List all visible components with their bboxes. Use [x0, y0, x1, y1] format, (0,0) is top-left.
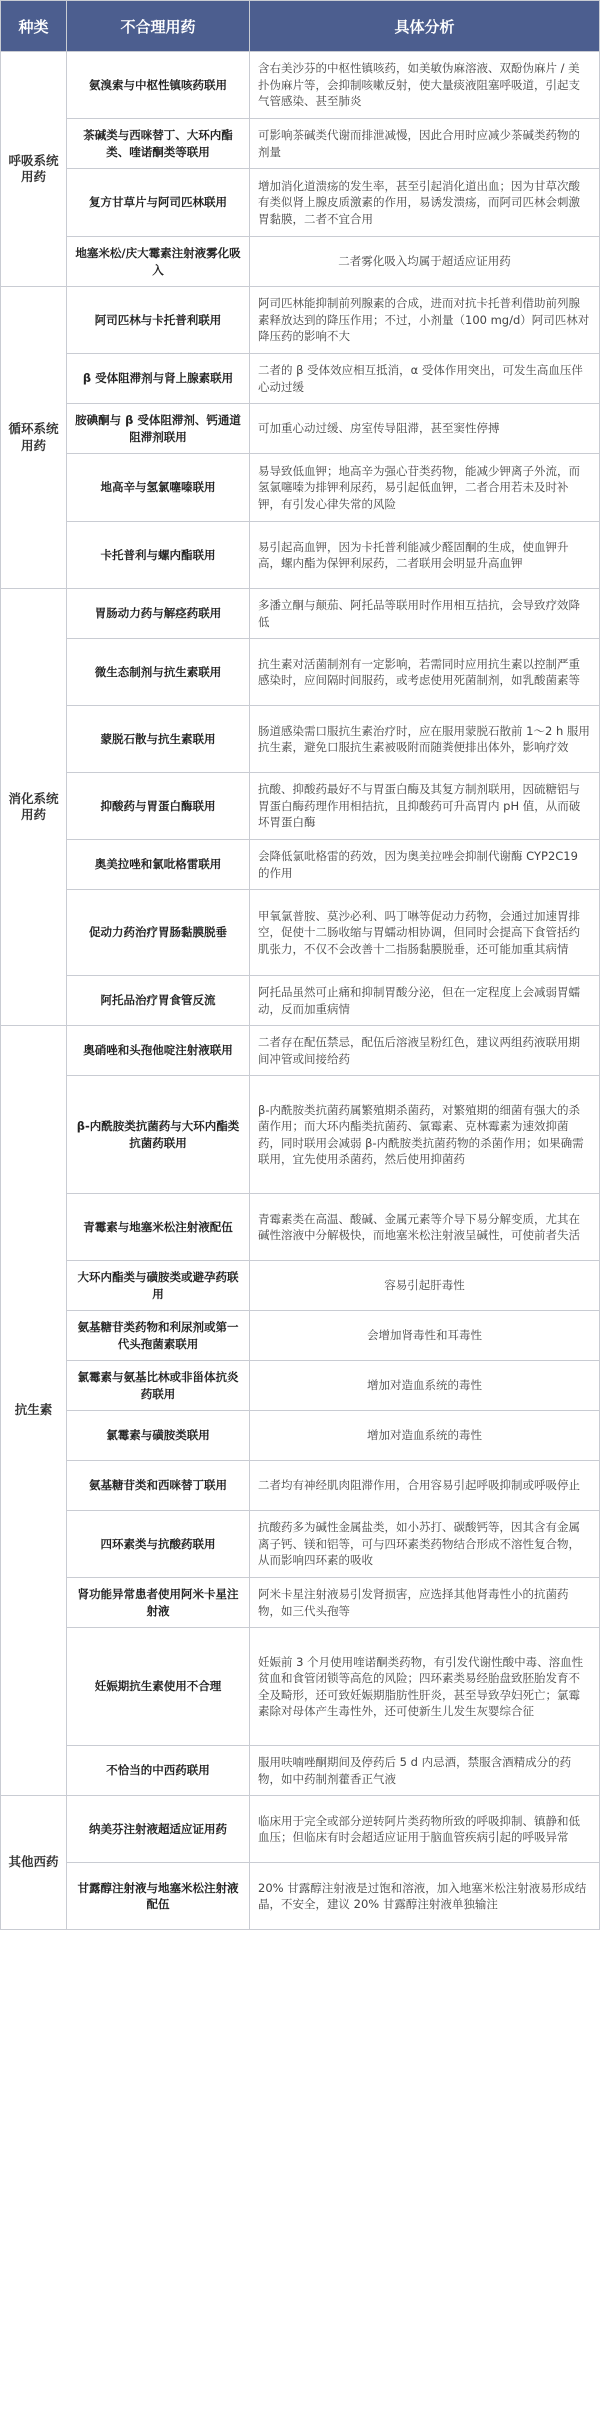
- table-row: [1, 354, 600, 404]
- analysis-cell: 抗酸、抑酸药最好不与胃蛋白酶及其复方制剂联用，因硫糖铝与胃蛋白酶药理作用相拮抗，且抑酸药可升高胃内 pH 值，从而破坏胃蛋白酶: [250, 773, 600, 840]
- drug-cell: 甘露醇注射液与地塞米松注射液配伍: [67, 1863, 250, 1930]
- drug-cell: 奥美拉唑和氯吡格雷联用: [67, 840, 250, 890]
- analysis-cell: 二者的 β 受体效应相互抵消，α 受体作用突出，可发生高血压伴心动过缓: [250, 354, 600, 404]
- analysis-cell: 可加重心动过缓、房室传导阻滞，甚至窦性停搏: [250, 404, 600, 454]
- analysis-cell: 易导致低血钾；地高辛为强心苷类药物，能减少钾离子外流，而氢氯噻嗪为排钾利尿药，易引起低血钾，二者合用若未及时补钾，有引发心律失常的风险: [250, 454, 600, 522]
- analysis-cell: 阿司匹林能抑制前列腺素的合成，进而对抗卡托普利借助前列腺素释放达到的降压作用；不过，小剂量（100 mg/d）阿司匹林对降压药的影响不大: [250, 287, 600, 354]
- table-row: [1, 522, 600, 589]
- analysis-cell: 20% 甘露醇注射液是过饱和溶液，加入地塞米松注射液易形成结晶，不安全，建议 20% 甘露醇注射液单独输注: [250, 1863, 600, 1930]
- analysis-cell: β-内酰胺类抗菌药属繁殖期杀菌药，对繁殖期的细菌有强大的杀菌作用；而大环内酯类抗菌药、氯霉素、克林霉素为速效抑菌药，同时联用会减弱 β-内酰胺类抗菌药物的杀菌作用；如果确需联用，宜先使用杀菌药，然后使用抑菌药: [250, 1076, 600, 1194]
- analysis-cell: 青霉素类在高温、酸碱、金属元素等介导下易分解变质，尤其在碱性溶液中分解极快，而地塞米松注射液呈碱性，可使前者失活: [250, 1194, 600, 1261]
- table-row: [1, 1076, 600, 1194]
- analysis-cell: 甲氧氯普胺、莫沙必利、吗丁啉等促动力药物，会通过加速胃排空，促使十二肠收缩与胃蠕动相协调，但同时会提高下食管括约肌张力，不仅不会改善十二指肠黏膜脱垂，还可能加重其病情: [250, 890, 600, 976]
- drug-cell: 胃肠动力药与解痉药联用: [67, 589, 250, 639]
- drug-cell: β 受体阻滞剂与肾上腺素联用: [67, 354, 250, 404]
- analysis-cell: 阿托品虽然可止痛和抑制胃酸分泌，但在一定程度上会减弱胃蠕动，反而加重病情: [250, 976, 600, 1026]
- table-row: [1, 976, 600, 1026]
- analysis-cell: 增加对造血系统的毒性: [250, 1361, 600, 1411]
- drug-cell: 氨基糖苷类和西咪替丁联用: [67, 1461, 250, 1511]
- analysis-cell: 抗酸药多为碱性金属盐类，如小苏打、碳酸钙等，因其含有金属离子钙、镁和铝等，可与四环素类药物结合形成不溶性复合物，从而影响四环素的吸收: [250, 1511, 600, 1578]
- analysis-cell: 二者雾化吸入均属于超适应证用药: [250, 237, 600, 287]
- table-row: [1, 169, 600, 237]
- drug-cell: 地塞米松/庆大霉素注射液雾化吸入: [67, 237, 250, 287]
- analysis-cell: 妊娠前 3 个月使用喹诺酮类药物，有引发代谢性酸中毒、溶血性贫血和食管闭锁等高危的风险；四环素类易经胎盘致胚胎发育不全及畸形，还可致妊娠期脂肪性肝炎，甚至导致孕妇死亡；氯霉素除对母体产生毒性外，还可使新生儿发生灰婴综合征: [250, 1628, 600, 1746]
- table-row: [1, 1628, 600, 1746]
- drug-cell: 妊娠期抗生素使用不合理: [67, 1628, 250, 1746]
- header-category: 种类: [1, 1, 67, 52]
- analysis-cell: 可影响茶碱类代谢而排泄减慢，因此合用时应减少茶碱类药物的剂量: [250, 119, 600, 169]
- table-row: [1, 454, 600, 522]
- category-respiratory: 呼吸系统用药: [1, 52, 67, 287]
- table-row: [1, 1746, 600, 1796]
- drug-cell: 蒙脱石散与抗生素联用: [67, 706, 250, 773]
- analysis-cell: 临床用于完全或部分逆转阿片类药物所致的呼吸抑制、镇静和低血压；但临床有时会超适应证用于脑血管疾病引起的呼吸异常: [250, 1796, 600, 1863]
- category-antibiotics: 抗生素: [1, 1026, 67, 1796]
- table-row: [1, 119, 600, 169]
- analysis-cell: 会增加肾毒性和耳毒性: [250, 1311, 600, 1361]
- drug-cell: 奥硝唑和头孢他啶注射液联用: [67, 1026, 250, 1076]
- drug-cell: 抑酸药与胃蛋白酶联用: [67, 773, 250, 840]
- table-row: [1, 1863, 600, 1930]
- table-row: [1, 1361, 600, 1411]
- analysis-cell: 二者均有神经肌肉阻滞作用，合用容易引起呼吸抑制或呼吸停止: [250, 1461, 600, 1511]
- analysis-cell: 阿米卡星注射液易引发肾损害，应选择其他肾毒性小的抗菌药物，如三代头孢等: [250, 1578, 600, 1628]
- table-row: [1, 840, 600, 890]
- analysis-cell: 容易引起肝毒性: [250, 1261, 600, 1311]
- analysis-cell: 含右美沙芬的中枢性镇咳药，如美敏伪麻溶液、双酚伪麻片 / 美扑伪麻片等，会抑制咳嗽反射，使大量痰液阻塞呼吸道，引起支气管感染、甚至肺炎: [250, 52, 600, 119]
- drug-cell: 大环内酯类与磺胺类或避孕药联用: [67, 1261, 250, 1311]
- drug-cell: 微生态制剂与抗生素联用: [67, 639, 250, 706]
- analysis-cell: 增加消化道溃疡的发生率，甚至引起消化道出血；因为甘草次酸有类似肾上腺皮质激素的作用，易诱发溃疡，而阿司匹林会刺激胃黏膜，二者不宜合用: [250, 169, 600, 237]
- drug-cell: 不恰当的中西药联用: [67, 1746, 250, 1796]
- table-row: [1, 287, 600, 354]
- table-row: [1, 773, 600, 840]
- table-row: [1, 639, 600, 706]
- drug-cell: 氨溴索与中枢性镇咳药联用: [67, 52, 250, 119]
- header-analysis: 具体分析: [250, 1, 600, 52]
- table-row: [1, 52, 600, 119]
- table-row: [1, 890, 600, 976]
- drug-cell: 氨基糖苷类药物和利尿剂或第一代头孢菌素联用: [67, 1311, 250, 1361]
- table-row: [1, 1026, 600, 1076]
- table-row: [1, 1261, 600, 1311]
- table-row: [1, 1194, 600, 1261]
- category-other-western-drugs: 其他西药: [1, 1796, 67, 1930]
- drug-cell: 阿司匹林与卡托普利联用: [67, 287, 250, 354]
- category-circulatory: 循环系统用药: [1, 287, 67, 589]
- drug-cell: 卡托普利与螺内酯联用: [67, 522, 250, 589]
- analysis-cell: 增加对造血系统的毒性: [250, 1411, 600, 1461]
- analysis-cell: 肠道感染需口服抗生素治疗时，应在服用蒙脱石散前 1～2 h 服用抗生素，避免口服抗生素被吸附而随粪便排出体外，影响疗效: [250, 706, 600, 773]
- drug-cell: 肾功能异常患者使用阿米卡星注射液: [67, 1578, 250, 1628]
- analysis-cell: 多潘立酮与颠茄、阿托品等联用时作用相互拮抗，会导致疗效降低: [250, 589, 600, 639]
- drug-cell: 四环素类与抗酸药联用: [67, 1511, 250, 1578]
- analysis-cell: 服用呋喃唑酮期间及停药后 5 d 内忌酒，禁服含酒精成分的药物，如中药制剂藿香正气液: [250, 1746, 600, 1796]
- analysis-cell: 二者存在配伍禁忌，配伍后溶液呈粉红色，建议两组药液联用期间冲管或间接给药: [250, 1026, 600, 1076]
- drug-cell: 氯霉素与氨基比林或非甾体抗炎药联用: [67, 1361, 250, 1411]
- table-row: [1, 1311, 600, 1361]
- table-row: [1, 404, 600, 454]
- table-row: [1, 706, 600, 773]
- drug-cell: 茶碱类与西咪替丁、大环内酯类、喹诺酮类等联用: [67, 119, 250, 169]
- drug-cell: 纳美芬注射液超适应证用药: [67, 1796, 250, 1863]
- table-row: [1, 589, 600, 639]
- table-row: [1, 1578, 600, 1628]
- drug-cell: β-内酰胺类抗菌药与大环内酯类抗菌药联用: [67, 1076, 250, 1194]
- table-row: [1, 1411, 600, 1461]
- analysis-cell: 抗生素对活菌制剂有一定影响，若需同时应用抗生素以控制严重感染时，应间隔时间服药，或考虑使用死菌制剂，如乳酸菌素等: [250, 639, 600, 706]
- drug-cell: 氯霉素与磺胺类联用: [67, 1411, 250, 1461]
- drug-cell: 青霉素与地塞米松注射液配伍: [67, 1194, 250, 1261]
- analysis-cell: 会降低氯吡格雷的药效，因为奥美拉唑会抑制代谢酶 CYP2C19 的作用: [250, 840, 600, 890]
- table-row: [1, 1796, 600, 1863]
- table-row: [1, 1511, 600, 1578]
- header-unreasonable-drug-use: 不合理用药: [67, 1, 250, 52]
- drug-cell: 胺碘酮与 β 受体阻滞剂、钙通道阻滞剂联用: [67, 404, 250, 454]
- table-header-row: [1, 1, 600, 52]
- drug-cell: 阿托品治疗胃食管反流: [67, 976, 250, 1026]
- table-row: [1, 237, 600, 287]
- drug-cell: 地高辛与氢氯噻嗪联用: [67, 454, 250, 522]
- category-digestive: 消化系统用药: [1, 589, 67, 1026]
- drug-cell: 复方甘草片与阿司匹林联用: [67, 169, 250, 237]
- table-row: [1, 1461, 600, 1511]
- analysis-cell: 易引起高血钾，因为卡托普利能减少醛固酮的生成，使血钾升高，螺内酯为保钾利尿药，二者联用会明显升高血钾: [250, 522, 600, 589]
- drug-cell: 促动力药治疗胃肠黏膜脱垂: [67, 890, 250, 976]
